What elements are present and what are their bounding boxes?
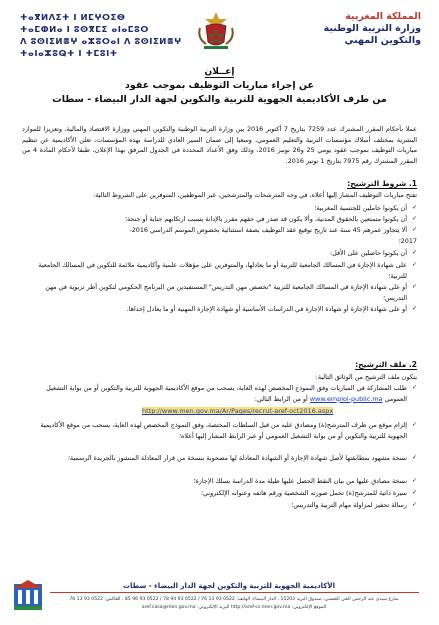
section-1-heading: 1. شروط الترشيح: <box>347 179 417 188</box>
tifinagh-line: ⵜⴰⴳⵍⴷⵉⵜ ⵏ ⵍⵎⵖⵔⵉⴱ <box>20 13 126 23</box>
header-tifinagh <box>20 12 180 60</box>
degree-item: ✓ أو على شهادة الإجازة أو شهادة الإجازة في الدراسات الأساسية أو شهادة الإجازة المهنية أو ما يعادل إحداها. <box>32 304 417 315</box>
section-2-heading: 2. ملف الترشيح: <box>355 360 417 369</box>
condition-item-continued: 2017؛ <box>398 237 417 245</box>
condition-item: ✓ أن يكونوا حاملين للجنسية المغربية؛ <box>32 203 417 214</box>
footer-web: الموقع الإلكتروني: http://aref-cs.men.gov.ma البريد الإلكتروني: aref.casa@men.gov.ma <box>141 605 327 610</box>
section-1-lead: تفتح مباريات التوظيف المشار إليها أعلاه، في وجه المترشحات والمترشحين، غير الموظفين، المتوفرين على الشروط التالية: <box>92 191 417 199</box>
document-item: ✓ رسالة تحفيز لمزاولة مهام التربية والتدريس؛ <box>32 500 417 511</box>
announcement-title: إعــلان <box>204 67 235 77</box>
footer-academy-name: الأكاديمية الجهوية للتربية والتكوين لجهة الدار البيضاء - سطات <box>123 582 335 590</box>
tifinagh-line: ⵜⴰⵎⵀⵍⴰ ⵏ ⵓⵙⴳⵎⵉ ⴰⵏⴰⵎⵓⵔ <box>20 25 149 35</box>
recruitment-link[interactable]: http://www.men.gov.ma/Ar/Pages/recrut-aref-oct2016.aspx <box>142 407 334 415</box>
condition-item: ✓ أن يكونوا حاصلين على الأقل: <box>32 248 417 259</box>
document-item: ✓ نسخة مصادق عليها من بيان النقط الحصل عليها طيلة مدة الدراسة بسلك الإجازة؛ <box>32 476 417 487</box>
condition-item: ✓ ألا يتجاوز عمرهم 45 سنة عند تاريخ توقيع عقد التوظيف بصفة استثنائية بخصوص الموسم الدراسي 2016- <box>32 225 417 236</box>
footer-divider <box>50 592 419 593</box>
ministry-label: وزارة التربية الوطنية <box>323 23 421 34</box>
tifinagh-line: ⵜⴰⵏⴰⵣⵓⵕⵜ ⵏ ⵜⵎⵓⵏⵜ <box>20 49 118 59</box>
document-item: ✓ إلزام موقع من طرف المترشح(ة) ومصادق عليه من قبل السلطات المختصة، وفق النموذج المخصص لهذه الغاية، يسحب من موقع الأكاديمية الجهوية للتربية والتكوين أو من بوابة التشغيل العمومي أو عبر الرابط المشار إليها أعلاه؛ <box>32 420 417 441</box>
page-footer <box>0 578 439 625</box>
document-item: ✓ نسخة مشهود بمطابقتها لأصل شهادة الإجازة أو الشهادة المعادلة لها مصحوبة بنسخة من قرار المعادلة المنشور بالجريدة الرسمية؛ <box>32 453 417 464</box>
intro-paragraph: عملا بأحكام المقرر المشترك عدد 7259 بتاريخ 7 أكتوبر 2016 بين وزارة التربية الوطنية والتكوين المهني ووزارة الاقتصاد والمالية، وتعزيزا للموارد البشرية بمختلف أسلاك مؤسسات التربية والتعليم العمومي، وسعيا إلى ضمان السير العادي للدراسة بهذه المؤسسات، تعلن الأكاديمية عن تنظيم مباريات التوظيف بموجب عقود يومي 25 و26 نونبر 2016، وذلك وفق الأعداد المحددة في الجدول المرفق بهذا الإعلان، طبقا لأحكام المادة 4 من المقرر المشترك رقم 7975 بتاريخ 1 نونبر 2016. <box>22 125 417 165</box>
announcement-subtitle: عن إجراء مباريات التوظيف بموجب عقود <box>125 80 314 91</box>
degree-item: ✓ على شهادة الإجازة في المسالك الجامعية للتربية أو ما يعادلها، والمتوفرين على مؤهلات علمية وأكاديمية ملائمة للتكوين في المسالك الجامعية للتربية؛ <box>32 260 417 281</box>
ministry-label-2: والتكوين المهني <box>344 35 421 46</box>
kingdom-label: المملكة المغربية <box>345 11 421 22</box>
announcement-subtitle-2: من طرف الأكاديمية الجهوية للتربية والتكوين لجهة الدار البيضاء - سطات <box>52 94 387 105</box>
document-item: ✓ طلب المشاركة في المباريات وفق النموذج المخصص لهذه الغاية، يسحب من موقع الأكاديمية الجهوية للتربية والتكوين أو من بوابة التشغيل العمومي www.emploi-public.ma أو من الرابط التالي: <box>32 383 417 404</box>
condition-item: ✓ أن يكونوا متمتعين بالحقوق المدنية، وألا يكون قد صدر في حقهم مقرر بالإدانة بسبب ارتكابهم جناية أو جنحة؛ <box>32 214 417 225</box>
document-item: ✓ سيرة ذاتية للمترشح(ة) تحمل صورته الشخصية ورقم هاتفه وعنوانه الإلكتروني؛ <box>32 488 417 499</box>
section-2-lead: يتكون ملف الترشيح من الوثائق التالية: <box>315 373 417 381</box>
emploi-public-link[interactable]: www.emploi-public.ma <box>309 394 383 403</box>
degree-item: ✓ أو على شهادة الإجازة في المسالك الجامعية للتربية "تخصص مهن التدريس" المستفيدين من البرنامج الحكومي لتكوين أطر تربوية في مهن التدريس؛ <box>32 282 417 303</box>
tifinagh-line: ⴷ ⵓⵙⵏⵉⵍⴻⵖ ⴰⵣⵓⵔⴰⵏ ⴷ ⵓⵙⵏⵉⵍⴻⵖ <box>20 37 182 47</box>
header-arabic <box>271 11 421 47</box>
footer-address: شارع سيدي عبد الرحمن الحي الحسني، صندوق البريد 15203 ، الدار البيضاء، الهاتف: 0522 93 13 76 / 0522 93 94 78 / 0522 93 96 85 ، الفاكس: 0522 93 13 76 <box>69 597 399 602</box>
coat-of-arms-icon <box>194 8 238 52</box>
